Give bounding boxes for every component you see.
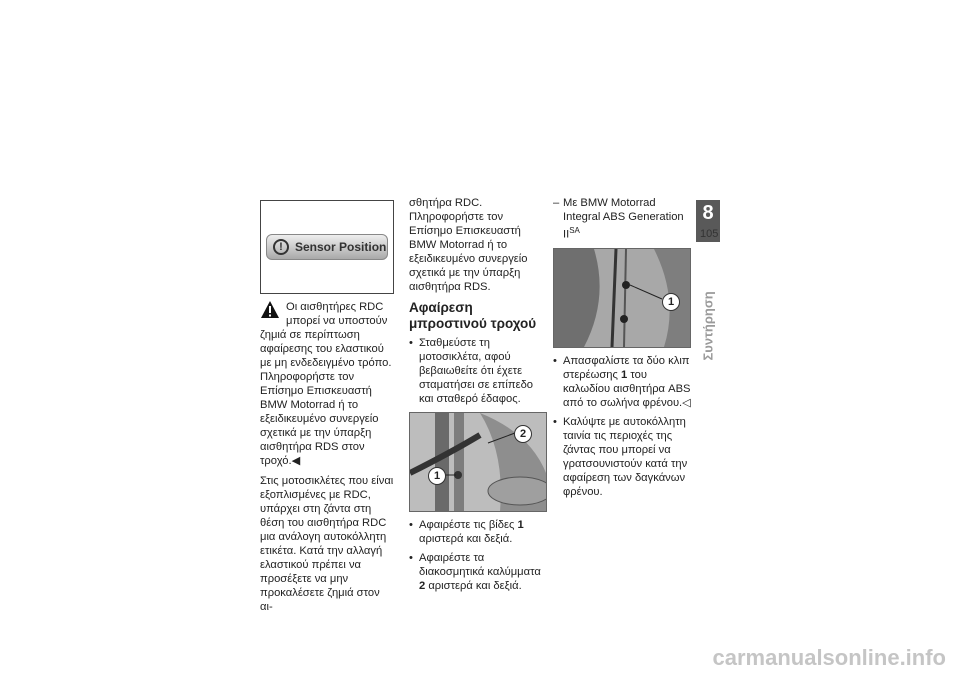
rdc-continued-paragraph: σθητήρα RDC. Πληροφορήστε τον Επίσημο Επισκευαστή BMW Motorrad ή το εξειδικευμένο συνεργείο σχετικά με την ύπαρξη αισθητήρα RDS. (409, 197, 528, 293)
rdc-sticker-paragraph: Στις μοτοσικλέτες που είναι εξοπλισμένες με RDC, υπάρχει στη ζάντα στη θέση του αισθητήρα RDC μια ανάλογη αυτοκόλλητη ετικέτα. Κατά την αλλαγή ελαστικού πρέπει να προσέξετε να μην προκαλέσετε ζημιά στον αι- (260, 475, 394, 613)
conditional-list (553, 196, 693, 242)
step-unclip-abs-cable (553, 354, 693, 410)
step-unclip-suffix: του καλωδίου αισθητήρα ABS από το σωλήνα φρένου.◁ (563, 368, 691, 409)
column-middle (409, 196, 547, 598)
step-unclip-text: Απασφαλίστε τα δύο κλιπ στερέωσης (563, 354, 690, 381)
abs-condition-text: Με BMW Motorrad Integral ABS Generation II (563, 197, 684, 241)
step-remove-screws-suffix: αριστερά και δεξιά. (419, 533, 513, 545)
page-number: 105 (700, 228, 719, 240)
step-remove-covers-suffix: αριστερά και δεξιά. (428, 580, 522, 592)
callout-1: 1 (428, 467, 446, 485)
step-unclip-ref: 1 (621, 368, 628, 381)
warning-paragraph (260, 300, 394, 468)
sensor-position-label: Sensor Position (295, 240, 387, 254)
chapter-title: Συντήρηση (700, 291, 716, 361)
step-remove-covers-ref: 2 (419, 580, 426, 592)
step-tape-rim: • Καλύψτε με αυτοκόλλητη ταινία τις περιοχές της ζάντας που μπορεί να γρατσουνιστούν κατά την αφαίρεση των δαγκάνων φρένου. (553, 415, 693, 499)
abs-sensor-photo (553, 248, 691, 348)
callout-2: 2 (514, 425, 532, 443)
steps-list-1 (409, 336, 547, 406)
sensor-position-figure (260, 200, 394, 294)
step-remove-screws-ref: 1 (517, 519, 524, 531)
section-title: Αφαίρεση μπροστινού τροχού (409, 300, 537, 331)
watermark: carmanualsonline.info (712, 645, 946, 670)
chapter-tab: 8 (696, 200, 720, 242)
abs-condition (553, 196, 693, 242)
tire-warning-icon: ! (273, 239, 289, 255)
abs-condition-sup: SA (569, 226, 580, 235)
step-park: • Σταθμεύστε τη μοτοσικλέτα, αφού βεβαιωθείτε ότι έχετε σταματήσει σε επίπεδο και σταθερό έδαφος. (409, 336, 547, 406)
steps-list-2 (409, 518, 547, 593)
step-remove-covers-text: Αφαιρέστε τα διακοσμητικά καλύμματα (419, 552, 541, 578)
front-wheel-photo (409, 412, 547, 512)
callout-abs-1: 1 (662, 293, 680, 311)
step-remove-screws (409, 518, 547, 546)
column-left (260, 200, 394, 620)
step-remove-covers (409, 551, 547, 593)
steps-list-3 (553, 354, 693, 499)
step-remove-screws-text: Αφαιρέστε τις βίδες (419, 519, 515, 531)
warning-triangle-icon (260, 300, 280, 320)
sensor-position-badge (266, 234, 388, 260)
warning-text: Οι αισθητήρες RDC μπορεί να υποστούν ζημιά σε περίπτωση αφαίρεσης του ελαστικού με μη ενδεδειγμένο τρόπο. Πληροφορήστε τον Επίσημο Επισκευαστή BMW Motorrad ή το εξειδικευμένο συνεργείο σχετικά με την ύπαρξη αισθητήρα RDS στον τροχό.◀ (260, 301, 392, 467)
column-right (553, 196, 693, 504)
